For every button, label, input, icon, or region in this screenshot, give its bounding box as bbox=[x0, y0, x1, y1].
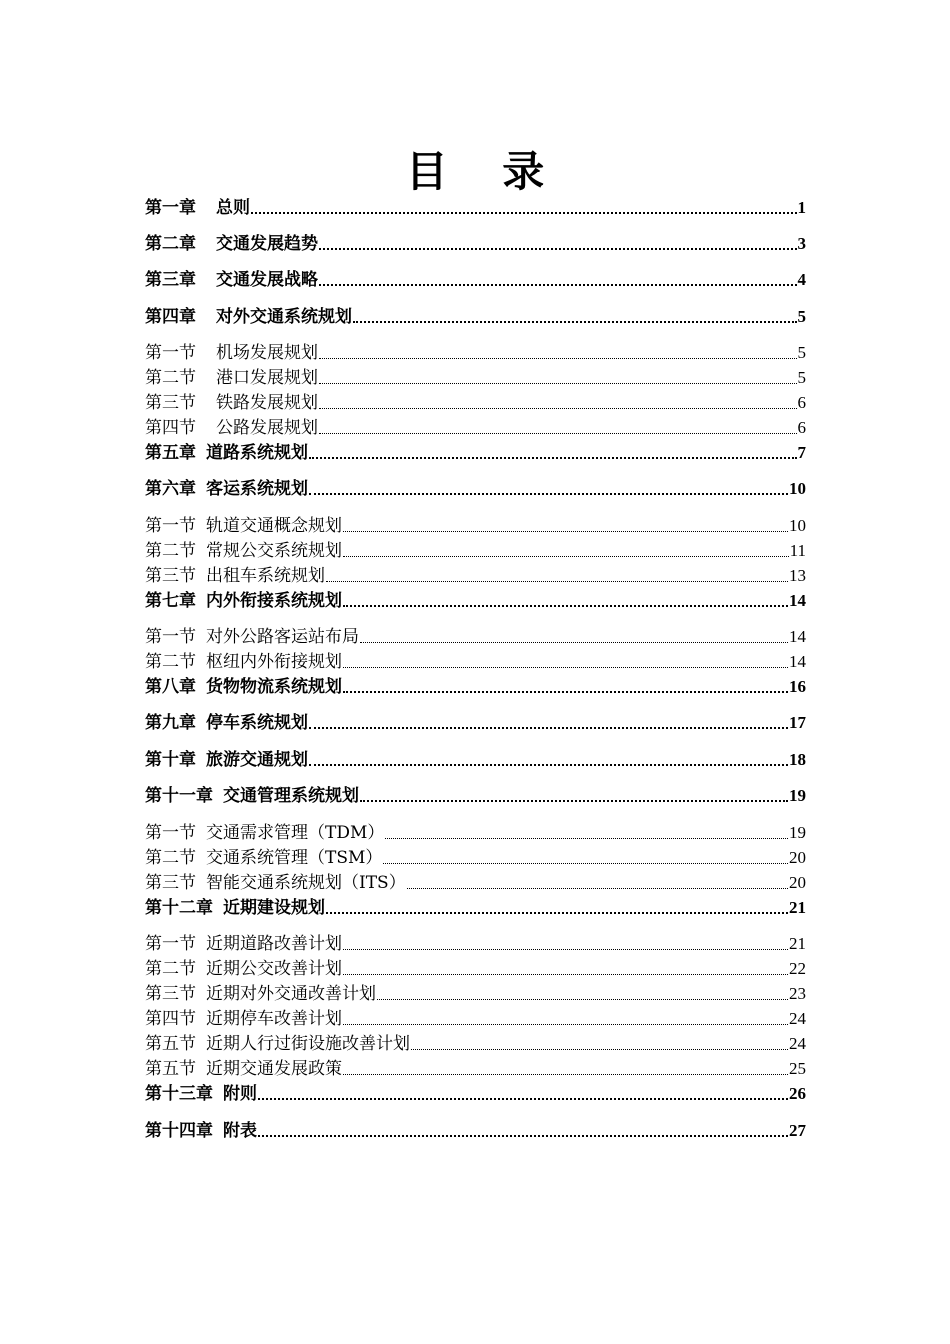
entry-number: 第三节 bbox=[145, 873, 196, 893]
entry-title: 近期人行过街设施改善计划 bbox=[206, 1034, 410, 1054]
entry-number: 第十一章 bbox=[145, 786, 213, 806]
entry-title: 交通系统管理（TSM） bbox=[206, 848, 383, 868]
entry-title: 近期停车改善计划 bbox=[206, 1009, 342, 1029]
entry-title: 附则 bbox=[223, 1084, 257, 1104]
page-number: 26 bbox=[789, 1084, 806, 1103]
entry-number: 第十三章 bbox=[145, 1084, 213, 1104]
entry-number: 第三节 bbox=[145, 393, 196, 413]
entry-number: 第五节 bbox=[145, 1059, 196, 1079]
entry-title: 交通发展战略 bbox=[216, 270, 318, 290]
page-number: 10 bbox=[789, 516, 806, 535]
entry-title: 常规公交系统规划 bbox=[206, 541, 342, 561]
page-number: 19 bbox=[789, 823, 806, 842]
toc-chapter-entry[interactable] bbox=[145, 477, 806, 501]
entry-title: 旅游交通规划 bbox=[206, 750, 308, 770]
dot-leader bbox=[377, 999, 788, 1000]
entry-title: 对外交通系统规划 bbox=[216, 307, 352, 327]
page-number: 5 bbox=[797, 343, 806, 362]
dot-leader bbox=[353, 321, 797, 323]
page-number: 22 bbox=[789, 959, 806, 978]
entry-number: 第十四章 bbox=[145, 1121, 213, 1141]
entry-title: 港口发展规划 bbox=[216, 368, 318, 388]
entry-title: 交通发展趋势 bbox=[216, 234, 318, 254]
dot-leader bbox=[343, 556, 789, 557]
page-number: 14 bbox=[789, 652, 806, 671]
page-number: 19 bbox=[789, 786, 806, 805]
toc-section-entry[interactable] bbox=[145, 366, 806, 390]
dot-leader bbox=[360, 642, 788, 643]
page-number: 11 bbox=[789, 541, 806, 560]
toc-section-entry[interactable] bbox=[145, 391, 806, 415]
toc-chapter-entry[interactable] bbox=[145, 232, 806, 256]
toc-section-entry[interactable] bbox=[145, 514, 806, 538]
entry-number: 第三节 bbox=[145, 566, 196, 586]
dot-leader bbox=[343, 1074, 788, 1075]
toc-chapter-entry[interactable] bbox=[145, 896, 806, 920]
dot-leader bbox=[343, 691, 788, 693]
page-number: 23 bbox=[789, 984, 806, 1003]
dot-leader bbox=[319, 358, 797, 359]
toc-section-entry[interactable] bbox=[145, 821, 806, 845]
page-number: 21 bbox=[789, 898, 806, 917]
entry-number: 第二节 bbox=[145, 652, 196, 672]
toc-chapter-entry[interactable] bbox=[145, 305, 806, 329]
page-number: 24 bbox=[789, 1009, 806, 1028]
dot-leader bbox=[309, 764, 788, 766]
entry-number: 第一节 bbox=[145, 823, 196, 843]
page-number: 16 bbox=[789, 677, 806, 696]
entry-number: 第八章 bbox=[145, 677, 196, 697]
dot-leader bbox=[407, 888, 788, 889]
toc-section-entry[interactable] bbox=[145, 1032, 806, 1056]
entry-number: 第一节 bbox=[145, 516, 196, 536]
entry-number: 第一节 bbox=[145, 343, 196, 363]
entry-title: 货物物流系统规划 bbox=[206, 677, 342, 697]
entry-title: 出租车系统规划 bbox=[206, 566, 325, 586]
entry-number: 第六章 bbox=[145, 479, 196, 499]
entry-number: 第四章 bbox=[145, 307, 196, 327]
toc-chapter-entry[interactable] bbox=[145, 589, 806, 613]
entry-number: 第九章 bbox=[145, 713, 196, 733]
toc-chapter-entry[interactable] bbox=[145, 441, 806, 465]
page-number: 3 bbox=[797, 234, 806, 253]
dot-leader bbox=[319, 383, 797, 384]
dot-leader bbox=[360, 800, 788, 802]
entry-title: 近期对外交通改善计划 bbox=[206, 984, 376, 1004]
entry-number: 第五节 bbox=[145, 1034, 196, 1054]
page-number: 13 bbox=[789, 566, 806, 585]
entry-number: 第二节 bbox=[145, 848, 196, 868]
entry-title: 对外公路客运站布局 bbox=[206, 627, 359, 647]
toc-section-entry[interactable] bbox=[145, 932, 806, 956]
toc-section-entry[interactable] bbox=[145, 341, 806, 365]
page-number: 18 bbox=[789, 750, 806, 769]
page-number: 5 bbox=[797, 368, 806, 387]
toc-chapter-entry[interactable] bbox=[145, 1119, 806, 1143]
entry-title: 交通需求管理（TDM） bbox=[206, 823, 385, 843]
dot-leader bbox=[343, 949, 788, 950]
dot-leader bbox=[309, 457, 797, 459]
page-number: 21 bbox=[789, 934, 806, 953]
toc-section-entry[interactable] bbox=[145, 650, 806, 674]
entry-number: 第五章 bbox=[145, 443, 196, 463]
toc-section-entry[interactable] bbox=[145, 871, 806, 895]
entry-number: 第一节 bbox=[145, 627, 196, 647]
entry-title: 轨道交通概念规划 bbox=[206, 516, 342, 536]
dot-leader bbox=[319, 284, 797, 286]
entry-number: 第二节 bbox=[145, 541, 196, 561]
entry-title: 近期道路改善计划 bbox=[206, 934, 342, 954]
page-number: 6 bbox=[797, 418, 806, 437]
page-number: 17 bbox=[789, 713, 806, 732]
entry-title: 停车系统规划 bbox=[206, 713, 308, 733]
toc-chapter-entry[interactable] bbox=[145, 1082, 806, 1106]
dot-leader bbox=[385, 838, 788, 839]
dot-leader bbox=[319, 408, 797, 409]
toc-section-entry[interactable] bbox=[145, 625, 806, 649]
page-number: 24 bbox=[789, 1034, 806, 1053]
dot-leader bbox=[326, 581, 788, 582]
entry-number: 第一节 bbox=[145, 934, 196, 954]
page-number: 7 bbox=[797, 443, 806, 462]
entry-title: 附表 bbox=[223, 1121, 257, 1141]
entry-number: 第三节 bbox=[145, 984, 196, 1004]
entry-number: 第三章 bbox=[145, 270, 196, 290]
entry-title: 道路系统规划 bbox=[206, 443, 308, 463]
entry-title: 近期建设规划 bbox=[223, 898, 325, 918]
toc-section-entry[interactable] bbox=[145, 1057, 806, 1081]
entry-title: 智能交通系统规划（ITS） bbox=[206, 873, 406, 893]
toc-chapter-entry[interactable] bbox=[145, 675, 806, 699]
page-number: 5 bbox=[797, 307, 806, 326]
entry-title: 公路发展规划 bbox=[216, 418, 318, 438]
entry-title: 客运系统规划 bbox=[206, 479, 308, 499]
entry-title: 近期交通发展政策 bbox=[206, 1059, 342, 1079]
toc-chapter-entry[interactable] bbox=[145, 748, 806, 772]
toc-section-entry[interactable] bbox=[145, 564, 806, 588]
dot-leader bbox=[343, 605, 788, 607]
dot-leader bbox=[326, 912, 788, 914]
page-number: 6 bbox=[797, 393, 806, 412]
toc-chapter-entry[interactable] bbox=[145, 784, 806, 808]
dot-leader bbox=[343, 1024, 788, 1025]
page-number: 27 bbox=[789, 1121, 806, 1140]
dot-leader bbox=[258, 1098, 788, 1100]
toc-section-entry[interactable] bbox=[145, 416, 806, 440]
toc-chapter-entry[interactable] bbox=[145, 196, 806, 220]
entry-title: 机场发展规划 bbox=[216, 343, 318, 363]
dot-leader bbox=[251, 212, 797, 214]
page-number: 14 bbox=[789, 627, 806, 646]
dot-leader bbox=[343, 531, 788, 532]
dot-leader bbox=[319, 433, 797, 434]
entry-number: 第七章 bbox=[145, 591, 196, 611]
toc-section-entry[interactable] bbox=[145, 982, 806, 1006]
dot-leader bbox=[309, 727, 788, 729]
entry-number: 第十章 bbox=[145, 750, 196, 770]
toc-chapter-entry[interactable] bbox=[145, 711, 806, 735]
page-number: 4 bbox=[797, 270, 806, 289]
dot-leader bbox=[258, 1135, 788, 1137]
entry-number: 第十二章 bbox=[145, 898, 213, 918]
page-number: 10 bbox=[789, 479, 806, 498]
entry-number: 第四节 bbox=[145, 418, 196, 438]
page-number: 1 bbox=[797, 198, 806, 217]
page-number: 20 bbox=[789, 873, 806, 892]
dot-leader bbox=[319, 248, 797, 250]
dot-leader bbox=[309, 493, 788, 495]
toc-section-entry[interactable] bbox=[145, 846, 806, 870]
page-number: 14 bbox=[789, 591, 806, 610]
document-title: 目 录 bbox=[405, 147, 565, 196]
entry-title: 铁路发展规划 bbox=[216, 393, 318, 413]
entry-number: 第二节 bbox=[145, 368, 196, 388]
entry-number: 第二章 bbox=[145, 234, 196, 254]
toc-section-entry[interactable] bbox=[145, 539, 806, 563]
page-number: 20 bbox=[789, 848, 806, 867]
entry-title: 内外衔接系统规划 bbox=[206, 591, 342, 611]
entry-title: 交通管理系统规划 bbox=[223, 786, 359, 806]
entry-title: 总则 bbox=[216, 198, 250, 218]
entry-number: 第一章 bbox=[145, 198, 196, 218]
dot-leader bbox=[411, 1049, 788, 1050]
dot-leader bbox=[343, 974, 788, 975]
entry-number: 第四节 bbox=[145, 1009, 196, 1029]
toc-chapter-entry[interactable] bbox=[145, 268, 806, 292]
toc-section-entry[interactable] bbox=[145, 1007, 806, 1031]
dot-leader bbox=[383, 863, 788, 864]
entry-title: 枢纽内外衔接规划 bbox=[206, 652, 342, 672]
toc-section-entry[interactable] bbox=[145, 957, 806, 981]
dot-leader bbox=[343, 667, 788, 668]
entry-title: 近期公交改善计划 bbox=[206, 959, 342, 979]
page-number: 25 bbox=[789, 1059, 806, 1078]
entry-number: 第二节 bbox=[145, 959, 196, 979]
